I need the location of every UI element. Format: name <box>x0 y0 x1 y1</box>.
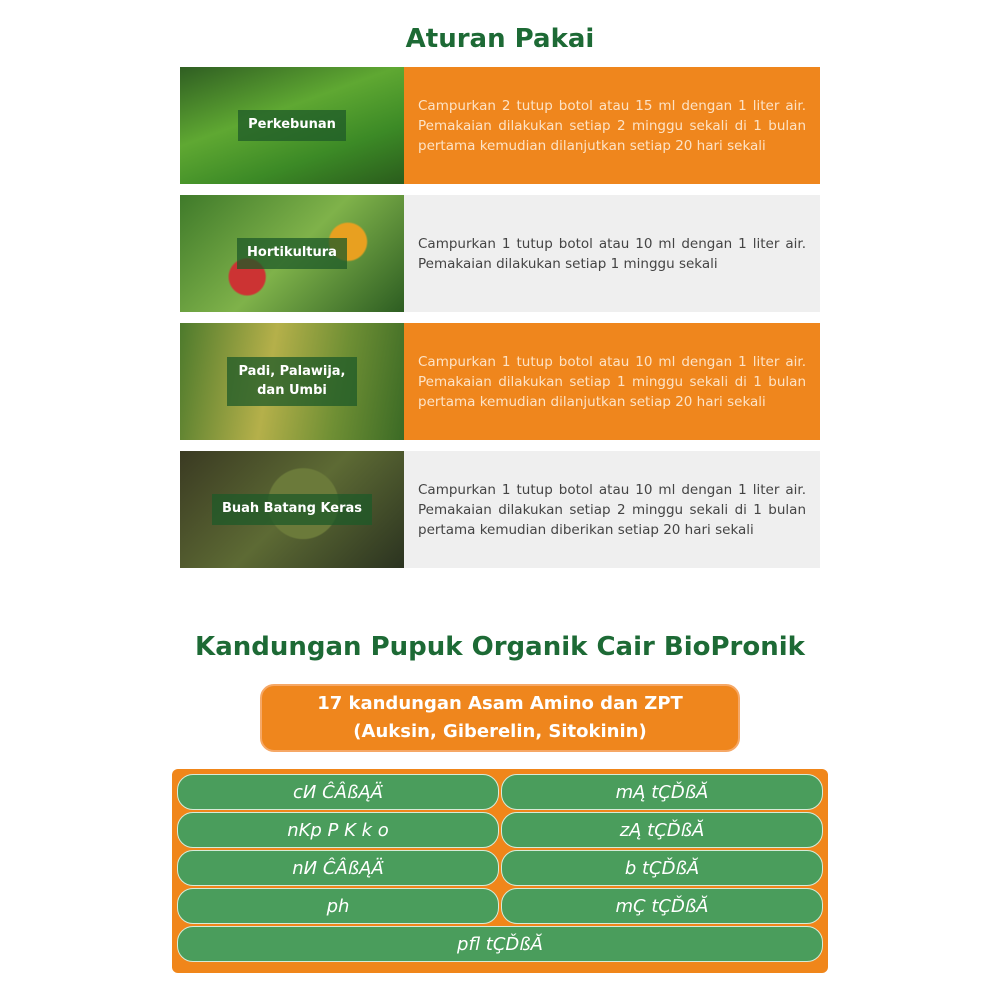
content-cell: nИ ĈÂßĄÄ̈ <box>177 850 499 886</box>
content-grid <box>172 769 828 973</box>
content-cell: cИ ĈÂßĄÄ̈ <box>177 774 499 810</box>
row-text: Campurkan 1 tutup botol atau 10 ml dengan 1 liter air. Pemakaian dilakukan setiap 1 minggu sekali <box>404 195 820 312</box>
usage-row <box>180 451 820 568</box>
rice-image <box>180 323 404 440</box>
usage-row <box>180 323 820 440</box>
content-title: Kandungan Pupuk Organik Cair BioPronik <box>195 632 805 662</box>
content-cell: zĄ tÇĎßĂ <box>501 812 823 848</box>
row-label: Perkebunan <box>238 110 346 141</box>
plantation-image <box>180 67 404 184</box>
content-cell: nKp P K k o <box>177 812 499 848</box>
usage-row <box>180 195 820 312</box>
highlight-box <box>260 684 740 752</box>
row-label: Buah Batang Keras <box>212 494 372 525</box>
content-cell: mĄ tÇĎßĂ <box>501 774 823 810</box>
row-label: Hortikultura <box>237 238 347 269</box>
content-cell: b tÇĎßĂ <box>501 850 823 886</box>
highlight-line: 17 kandungan Asam Amino dan ZPT <box>317 693 683 714</box>
content-cell: ph <box>177 888 499 924</box>
content-cell: mÇ tÇĎßĂ <box>501 888 823 924</box>
usage-title: Aturan Pakai <box>405 24 595 54</box>
highlight-line: (Auksin, Giberelin, Sitokinin) <box>353 721 647 742</box>
usage-row <box>180 67 820 184</box>
row-label: Padi, Palawija, dan Umbi <box>227 357 357 407</box>
fruit-tree-image <box>180 451 404 568</box>
row-text: Campurkan 1 tutup botol atau 10 ml dengan 1 liter air. Pemakaian dilakukan setiap 1 minggu sekali di 1 bulan pertama kemudian dilanjutkan setiap 20 hari sekali <box>404 323 820 440</box>
content-cell: pfl tÇĎßĂ <box>177 926 823 962</box>
row-text: Campurkan 2 tutup botol atau 15 ml dengan 1 liter air. Pemakaian dilakukan setiap 2 minggu sekali di 1 bulan pertama kemudian dilanjutkan setiap 20 hari sekali <box>404 67 820 184</box>
horticulture-image <box>180 195 404 312</box>
row-text: Campurkan 1 tutup botol atau 10 ml dengan 1 liter air. Pemakaian dilakukan setiap 2 minggu sekali di 1 bulan pertama kemudian diberikan setiap 20 hari sekali <box>404 451 820 568</box>
